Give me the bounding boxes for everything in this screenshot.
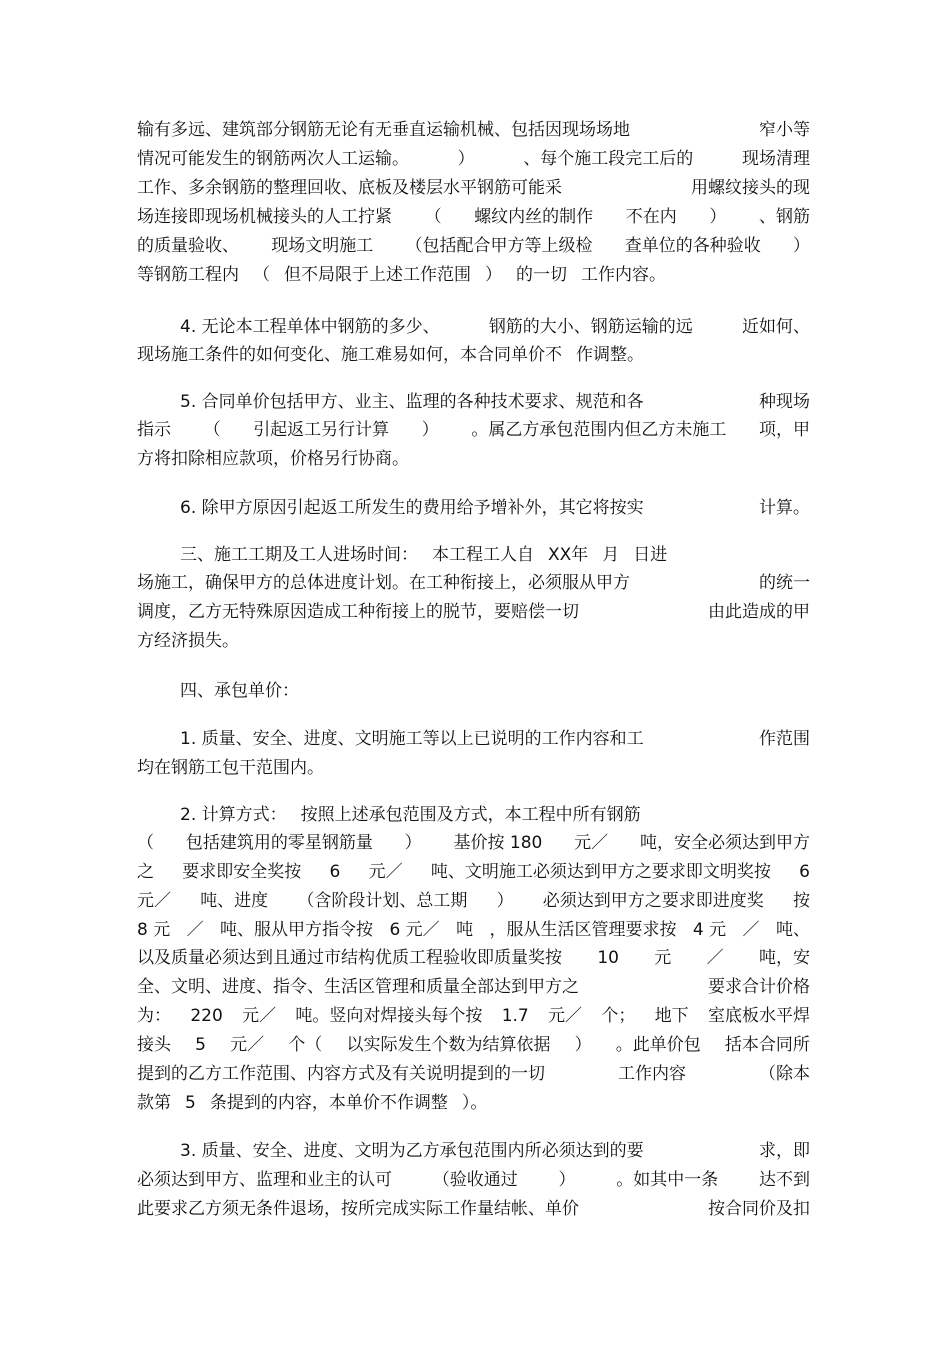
text-segment: 2. 计算方式：	[180, 805, 287, 825]
text-segment: 5	[195, 1035, 206, 1055]
text-segment: 方将扣除相应款项，价格另行协商。	[137, 449, 409, 469]
text-segment: 之	[137, 862, 154, 882]
text-line	[180, 540, 810, 570]
text-segment: ）。	[461, 1093, 488, 1113]
text-line	[137, 753, 810, 783]
text-segment: 均在钢筋工包干范围内。	[137, 758, 324, 778]
text-segment: 项，甲	[758, 420, 810, 440]
text-segment: 元／	[368, 862, 403, 882]
text-segment: ）	[485, 265, 502, 285]
text-segment: 1. 质量、安全、进度、文明施工等以上已说明的工作内容和工	[180, 729, 644, 749]
text-line	[137, 1194, 810, 1224]
text-segment: 。如其中一条	[616, 1170, 719, 1190]
text-segment: （包括配合甲方等上级检	[405, 236, 593, 256]
text-segment: 螺纹内丝的制作	[474, 207, 594, 227]
text-line	[180, 312, 810, 342]
text-line	[137, 886, 810, 916]
text-segment: 工作内容	[618, 1064, 686, 1084]
text-segment: 等钢筋工程内	[137, 265, 239, 285]
text-line	[180, 724, 810, 754]
text-segment: 工作内容。	[581, 265, 666, 285]
text-segment: 5	[185, 1093, 196, 1113]
text-segment: 吨、进度	[200, 891, 269, 911]
text-line	[137, 1059, 810, 1089]
text-line	[180, 676, 810, 706]
text-segment: 元／	[242, 1006, 277, 1026]
text-line	[180, 1136, 810, 1166]
text-line	[137, 202, 810, 232]
text-segment: ）	[558, 1170, 576, 1190]
text-line	[137, 415, 810, 445]
text-segment: ／	[742, 920, 760, 940]
text-segment: 为：	[137, 1006, 171, 1026]
text-segment: ）	[457, 149, 475, 169]
text-segment: ／	[186, 920, 204, 940]
text-segment: 由此造成的甲	[708, 602, 810, 622]
text-segment: 此要求乙方须无条件退场，按所完成实际工作量结帐、单价	[137, 1199, 579, 1219]
text-line	[137, 340, 810, 370]
text-segment: 、每个施工段完工后的	[523, 149, 694, 169]
text-segment: 地下	[654, 1006, 689, 1026]
text-segment: 场连接即现场机械接头的人工拧紧	[137, 207, 392, 227]
text-segment: 不在内	[625, 207, 677, 227]
text-segment: 作范围	[759, 729, 810, 749]
text-segment: 6	[329, 862, 341, 882]
text-segment: 。属乙方承包范围内但乙方未施工	[471, 420, 727, 440]
text-segment: 三、施工工期及工人进场时间：	[180, 545, 418, 565]
text-segment: 元／	[574, 833, 609, 853]
text-line	[137, 972, 810, 1002]
text-segment: 10	[597, 948, 619, 968]
text-segment: ／	[706, 948, 724, 968]
text-segment: 按合同价及扣	[708, 1199, 810, 1219]
text-segment: 全、文明、进度、指令、生活区管理和质量全部达到甲方之	[137, 977, 579, 997]
text-line	[137, 444, 810, 474]
text-segment: 四、承包单价：	[180, 681, 299, 701]
text-segment: 条提到的内容，本单价不作调整	[209, 1093, 448, 1113]
text-line	[137, 943, 810, 973]
text-segment: 个（	[288, 1035, 323, 1055]
text-segment: （验收通过	[432, 1170, 518, 1190]
text-segment: 方经济损失。	[137, 631, 239, 651]
text-segment: 的统一	[759, 573, 810, 593]
text-segment: 要求合计价格	[708, 977, 810, 997]
text-segment: 、钢筋	[758, 207, 810, 227]
text-segment: （	[253, 265, 270, 285]
text-line	[137, 597, 810, 627]
text-segment: 1.7	[501, 1006, 529, 1026]
text-segment: 现场施工条件的如何变化、施工难易如何，本合同单价不	[137, 345, 562, 365]
text-segment: ，服从生活区管理要求按	[489, 920, 677, 940]
text-line	[180, 387, 810, 417]
text-line	[180, 493, 810, 523]
text-segment: 室底板水平焊	[708, 1006, 810, 1026]
text-segment: ）	[421, 420, 439, 440]
text-line	[137, 857, 810, 887]
text-segment: （除本	[759, 1064, 810, 1084]
text-segment: 5. 合同单价包括甲方、业主、监理的各种技术要求、规范和各	[180, 392, 644, 412]
text-segment: 查单位的各种验收	[624, 236, 761, 256]
text-segment: 以实际发生个数为结算依据	[346, 1035, 551, 1055]
text-segment: 元／	[230, 1035, 265, 1055]
text-segment: 基价按 180	[453, 833, 543, 853]
text-segment: 吨	[456, 920, 474, 940]
text-line	[137, 828, 810, 858]
text-segment: 的一切	[516, 265, 567, 285]
text-segment: 按	[792, 891, 810, 911]
text-segment: 元／	[137, 891, 171, 911]
text-segment: 引起返工另行计算	[253, 420, 390, 440]
text-segment: 接头	[137, 1035, 171, 1055]
text-segment: 现场清理	[741, 149, 810, 169]
text-segment: ）	[574, 1035, 592, 1055]
text-segment: 以及质量必须达到且通过市结构优质工程验收即质量奖按	[137, 948, 562, 968]
text-segment: 场施工，确保甲方的总体进度计划。在工种衔接上，必须服从甲方	[137, 573, 630, 593]
text-segment: 6 元／	[389, 920, 440, 940]
text-segment: 但不局限于上述工作范围	[284, 265, 471, 285]
text-segment: 按照上述承包范围及方式，本工程中所有钢筋	[300, 805, 641, 825]
text-segment: ）	[404, 833, 422, 853]
text-segment: 输有多远、建筑部分钢筋无论有无垂直运输机械、包括因现场场地	[137, 120, 630, 140]
text-segment: 近如何、	[742, 317, 810, 337]
text-segment: 调度，乙方无特殊原因造成工种衔接上的脱节，要赔偿一切	[137, 602, 579, 622]
text-segment: 工作、多余钢筋的整理回收、底板及楼层水平钢筋可能采	[137, 178, 562, 198]
text-segment: 吨，安	[758, 948, 810, 968]
text-segment: 220	[190, 1006, 223, 1026]
text-segment: 种现场	[759, 392, 810, 412]
text-segment: 达不到	[759, 1170, 810, 1190]
text-segment: 元	[654, 948, 672, 968]
text-segment: 吨、文明施工必须达到甲方之要求即文明奖按	[430, 862, 771, 882]
text-line	[137, 173, 810, 203]
text-segment: 吨，安全必须达到甲方	[640, 833, 810, 853]
text-line	[137, 915, 810, 945]
text-segment: 包括建筑用的零星钢筋量	[185, 833, 373, 853]
text-segment: 6. 除甲方原因引起返工所发生的费用给予增补外，其它将按实	[180, 498, 644, 518]
text-line	[137, 260, 810, 290]
text-segment: 情况可能发生的钢筋两次人工运输。	[137, 149, 409, 169]
text-segment: 吨、服从甲方指令按	[220, 920, 374, 940]
text-segment: ）	[496, 891, 514, 911]
text-segment: 吨、	[775, 920, 810, 940]
text-segment: 4 元	[692, 920, 727, 940]
text-segment: 计算。	[759, 498, 810, 518]
text-line	[137, 1030, 810, 1060]
text-segment: 个；	[601, 1006, 636, 1026]
text-segment: 指示	[137, 420, 171, 440]
text-segment: 的质量验收、	[137, 236, 239, 256]
text-line	[137, 115, 810, 145]
text-segment: XX年	[548, 545, 589, 565]
text-line	[137, 626, 810, 656]
text-segment: （	[137, 833, 154, 853]
text-segment: 本工程工人自	[432, 545, 534, 565]
text-line	[137, 568, 810, 598]
text-segment: 吨。竖向对焊接头每个按	[295, 1006, 483, 1026]
text-line	[137, 1165, 810, 1195]
text-segment: 作调整。	[576, 345, 644, 365]
text-segment: 必须达到甲方之要求即进度奖	[542, 891, 764, 911]
text-line	[180, 800, 810, 830]
text-segment: 要求即安全奖按	[182, 862, 302, 882]
text-segment: 4. 无论本工程单体中钢筋的多少、	[180, 317, 440, 337]
text-segment: 用螺纹接头的现	[691, 178, 810, 198]
text-segment: ）	[793, 236, 810, 256]
text-segment: 窄小等	[759, 120, 810, 140]
text-segment: 6	[799, 862, 810, 882]
text-segment: 。此单价包	[615, 1035, 701, 1055]
text-segment: 元／	[548, 1006, 583, 1026]
text-segment: 提到的乙方工作范围、内容方式及有关说明提到的一切	[137, 1064, 545, 1084]
text-segment: 现场文明施工	[271, 236, 374, 256]
text-segment: 款第	[137, 1093, 171, 1113]
text-segment: 日进	[633, 545, 668, 565]
text-segment: 8 元	[137, 920, 171, 940]
text-segment: 月	[602, 545, 620, 565]
text-segment: （含阶段计划、总工期	[297, 891, 468, 911]
text-segment: （	[203, 420, 221, 440]
text-line	[137, 1001, 810, 1031]
text-segment: 必须达到甲方、监理和业主的认可	[137, 1170, 392, 1190]
text-line	[137, 1088, 810, 1118]
text-line	[137, 144, 810, 174]
text-segment: （	[424, 207, 442, 227]
text-line	[137, 231, 810, 261]
text-segment: 钢筋的大小、钢筋运输的远	[488, 317, 693, 337]
text-segment: 3. 质量、安全、进度、文明为乙方承包范围内所必须达到的要	[180, 1141, 644, 1161]
text-segment: ）	[709, 207, 727, 227]
text-segment: 求，即	[759, 1141, 810, 1161]
text-segment: 括本合同所	[724, 1035, 810, 1055]
